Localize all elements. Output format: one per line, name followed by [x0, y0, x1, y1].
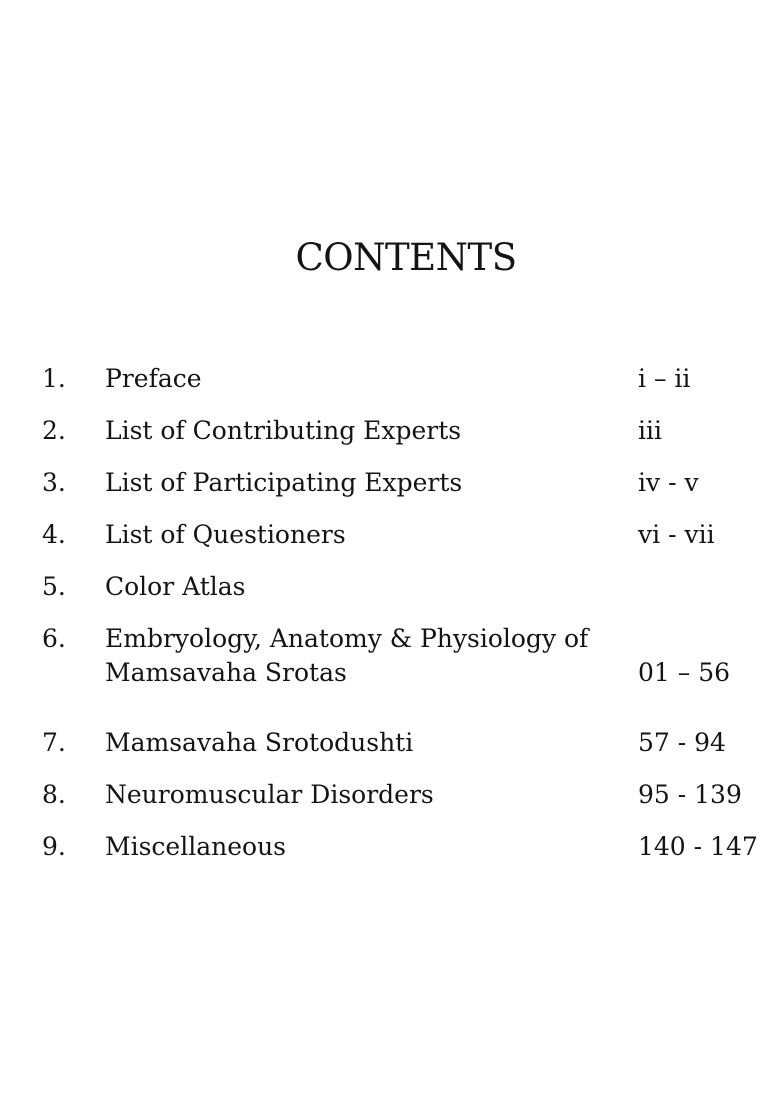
toc-entry-color-atlas — [0, 570, 780, 622]
entry-number: 2. — [42, 416, 66, 445]
toc-entry-preface — [0, 362, 780, 414]
entry-pages: 140 - 147 — [638, 832, 758, 861]
entry-title-line-2: Mamsavaha Srotas — [105, 658, 347, 687]
entry-number: 7. — [42, 728, 66, 757]
entry-title-line-1: Embryology, Anatomy & Physiology of — [105, 624, 589, 653]
toc-entry-neuromuscular-disorders — [0, 778, 780, 830]
entry-pages: iii — [638, 416, 662, 445]
entry-pages: 57 - 94 — [638, 728, 726, 757]
entry-title: Neuromuscular Disorders — [105, 780, 434, 809]
entry-number: 8. — [42, 780, 66, 809]
entry-title: List of Participating Experts — [105, 468, 463, 497]
entry-title: Miscellaneous — [105, 832, 286, 861]
entry-number: 4. — [42, 520, 66, 549]
entry-title: Color Atlas — [105, 572, 246, 601]
table-of-contents — [0, 362, 780, 882]
toc-entry-questioners — [0, 518, 780, 570]
entry-number: 6. — [42, 624, 66, 653]
entry-pages: i – ii — [638, 364, 691, 393]
entry-number: 5. — [42, 572, 66, 601]
page-title: CONTENTS — [295, 236, 517, 279]
entry-number: 9. — [42, 832, 66, 861]
toc-entry-miscellaneous — [0, 830, 780, 882]
entry-pages: vi - vii — [638, 520, 715, 549]
toc-entry-participating-experts — [0, 466, 780, 518]
entry-title — [105, 622, 625, 690]
toc-entry-embryology-anatomy-physiology — [0, 622, 780, 726]
entry-title: List of Contributing Experts — [105, 416, 462, 445]
entry-title: Mamsavaha Srotodushti — [105, 728, 414, 757]
entry-pages: iv - v — [638, 468, 699, 497]
toc-entry-srotodushti — [0, 726, 780, 778]
entry-pages: 01 – 56 — [638, 658, 731, 687]
entry-title: Preface — [105, 364, 202, 393]
entry-pages: 95 - 139 — [638, 780, 742, 809]
entry-title: List of Questioners — [105, 520, 346, 549]
toc-entry-contributing-experts — [0, 414, 780, 466]
entry-number: 3. — [42, 468, 66, 497]
entry-number: 1. — [42, 364, 66, 393]
